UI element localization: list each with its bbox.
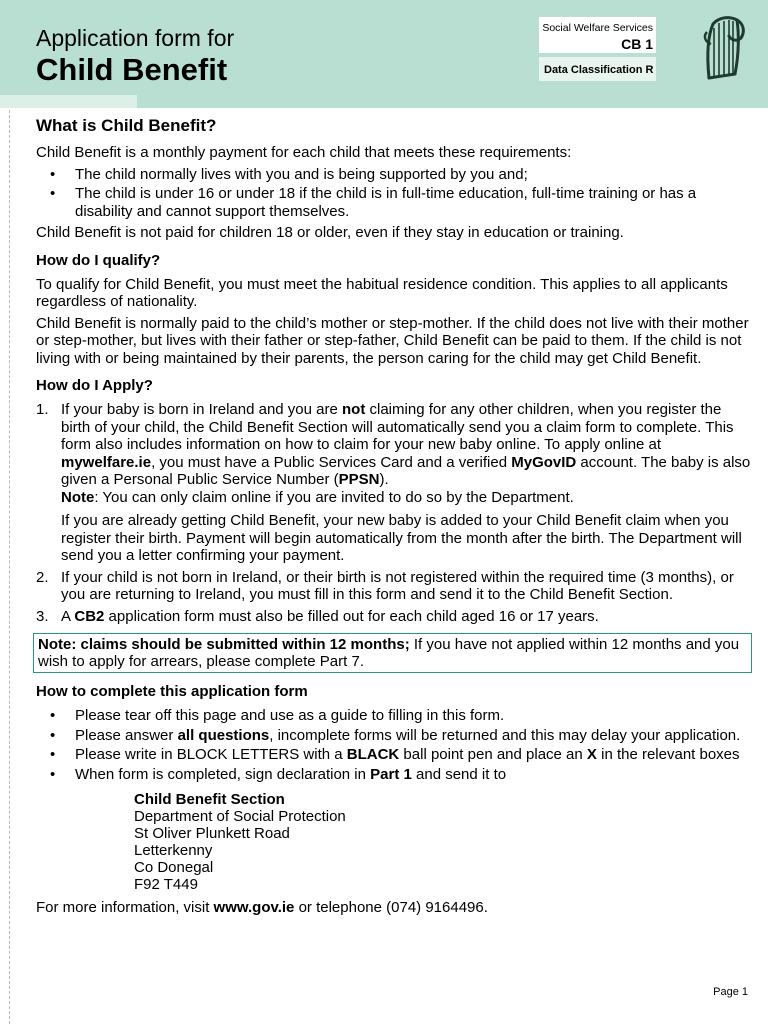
note-box-text: If you have not applied within 12 months and you wish to apply for arrears, please complete Part 7. (38, 636, 740, 670)
step-text: application form must also be filled out for each child aged 16 or 17 years. (104, 607, 599, 625)
address-recipient: Child Benefit Section (134, 791, 285, 808)
note-label: Note (61, 488, 95, 506)
data-classification-box (539, 57, 656, 81)
address-line: Department of Social Protection (134, 808, 346, 825)
apply-step-3 (36, 608, 751, 626)
address-line: St Oliver Plunkett Road (134, 825, 290, 842)
list-item-text: in the relevant boxes (596, 746, 740, 763)
list-item-emphasis: X (586, 746, 597, 763)
postal-address (134, 791, 751, 893)
qualify-para-1: To qualify for Child Benefit, you must meet the habitual residence condition. This applies to all applicants regardless of nationality. (36, 275, 728, 310)
step-text: ). (379, 471, 389, 488)
instructions-list (36, 707, 751, 783)
list-item: • The child normally lives with you and is being supported by you and; (36, 166, 751, 184)
section-heading-complete: How to complete this application form (36, 683, 308, 700)
section-heading-apply: How do I Apply? (36, 377, 153, 394)
mywelfare-link[interactable]: mywelfare.ie (61, 453, 152, 471)
note-text: : You can only claim online if you are invited to do so by the Department. (94, 488, 574, 506)
header-strip-accent (0, 95, 137, 108)
qualify-para-2: Child Benefit is normally paid to the child’s mother or step-mother. If the child does not live with their mother or step-mother, but lives with their father or step-father, Child Benefit can be paid to them. If the child is not living with or being maintained by their parents, the person caring for the child may get Child Benefit. (36, 314, 749, 367)
list-item-emphasis: Part 1 (370, 765, 412, 783)
gov-ie-link[interactable]: www.gov.ie (213, 899, 295, 916)
contact-info (36, 899, 751, 917)
list-item-text: and send it to (411, 765, 507, 783)
list-item (36, 766, 751, 784)
form-title-line1: Application form for (36, 25, 235, 51)
main-content (36, 112, 751, 917)
step-emphasis: CB2 (74, 607, 105, 625)
list-item: • The child is under 16 or under 18 if the child is in full-time education, full-time training or has a disability and cannot support themselves. (36, 185, 751, 220)
requirements-list (36, 166, 751, 221)
section-heading-what-is: What is Child Benefit? (36, 116, 217, 135)
list-item: • Please tear off this page and use as a guide to filling in this form. (36, 707, 751, 725)
step-1-para-2: If you are already getting Child Benefit, your new baby is added to your Child Benefit claim when you register their birth. Payment will begin automatically from the month after the birth. The Department will send you a letter confirming your payment. (61, 512, 742, 564)
address-line: Co Donegal (134, 859, 214, 876)
step-text: If your baby is born in Ireland and you are (61, 401, 343, 418)
step-text: account. The baby is also given a Personal Public Service Number ( (61, 453, 751, 488)
what-is-outro: Child Benefit is not paid for children 18 or older, even if they stay in education or training. (36, 224, 624, 241)
contact-text: or telephone (074) 9164496. (294, 899, 488, 916)
step-text: If your child is not born in Ireland, or their birth is not registered within the required time (3 months), or you are returning to Ireland, you must fill in this form and send it to the Child Benefit Section. (61, 568, 734, 603)
form-code: CB 1 (621, 36, 653, 52)
list-item-text: When form is completed, sign declaration in (75, 765, 371, 783)
tear-off-perforation (9, 0, 10, 1024)
list-item (36, 727, 751, 745)
step-number: 2. (36, 568, 49, 586)
harp-icon (697, 14, 747, 84)
step-text: claiming for any other children, when you register the birth of your child, the Child Benefit Section will automatically send you a claim form to complete. This form also includes information on how to claim for your new baby online. To apply online at (61, 401, 734, 453)
form-id-box (539, 17, 656, 53)
list-item (36, 746, 751, 764)
apply-step-2 (36, 569, 751, 604)
note-box-heading: Note: claims should be submitted within 12 months; (38, 636, 410, 653)
list-item-text: Please write in BLOCK LETTERS with a (75, 746, 347, 763)
list-item-emphasis: all questions (177, 726, 270, 744)
data-classification: Data Classification R (544, 64, 654, 76)
step-emphasis: not (342, 401, 366, 418)
page-number: Page 1 (713, 986, 748, 998)
agency-label: Social Welfare Services (542, 22, 653, 34)
step-text: , you must have a Public Services Card and a verified (151, 453, 512, 471)
list-item-text: , incomplete forms will be returned and this may delay your application. (269, 726, 741, 744)
claims-note-box (33, 633, 752, 673)
step-emphasis: MyGovID (511, 453, 577, 471)
step-emphasis: PPSN (338, 471, 380, 488)
address-line: F92 T449 (134, 876, 198, 893)
apply-steps (36, 401, 751, 625)
step-text: A (61, 607, 75, 625)
address-line: Letterkenny (134, 842, 213, 859)
section-heading-qualify: How do I qualify? (36, 251, 161, 269)
step-number: 3. (36, 607, 49, 625)
list-item-text: Please answer (75, 726, 178, 744)
what-is-intro: Child Benefit is a monthly payment for each child that meets these requirements: (36, 144, 572, 161)
list-item-emphasis: BLACK (346, 746, 400, 763)
list-item-text: ball point pen and place an (399, 746, 587, 763)
form-title: Child Benefit (36, 52, 228, 87)
apply-step-1 (36, 401, 751, 565)
step-number: 1. (36, 401, 49, 418)
contact-text: For more information, visit (36, 899, 214, 916)
